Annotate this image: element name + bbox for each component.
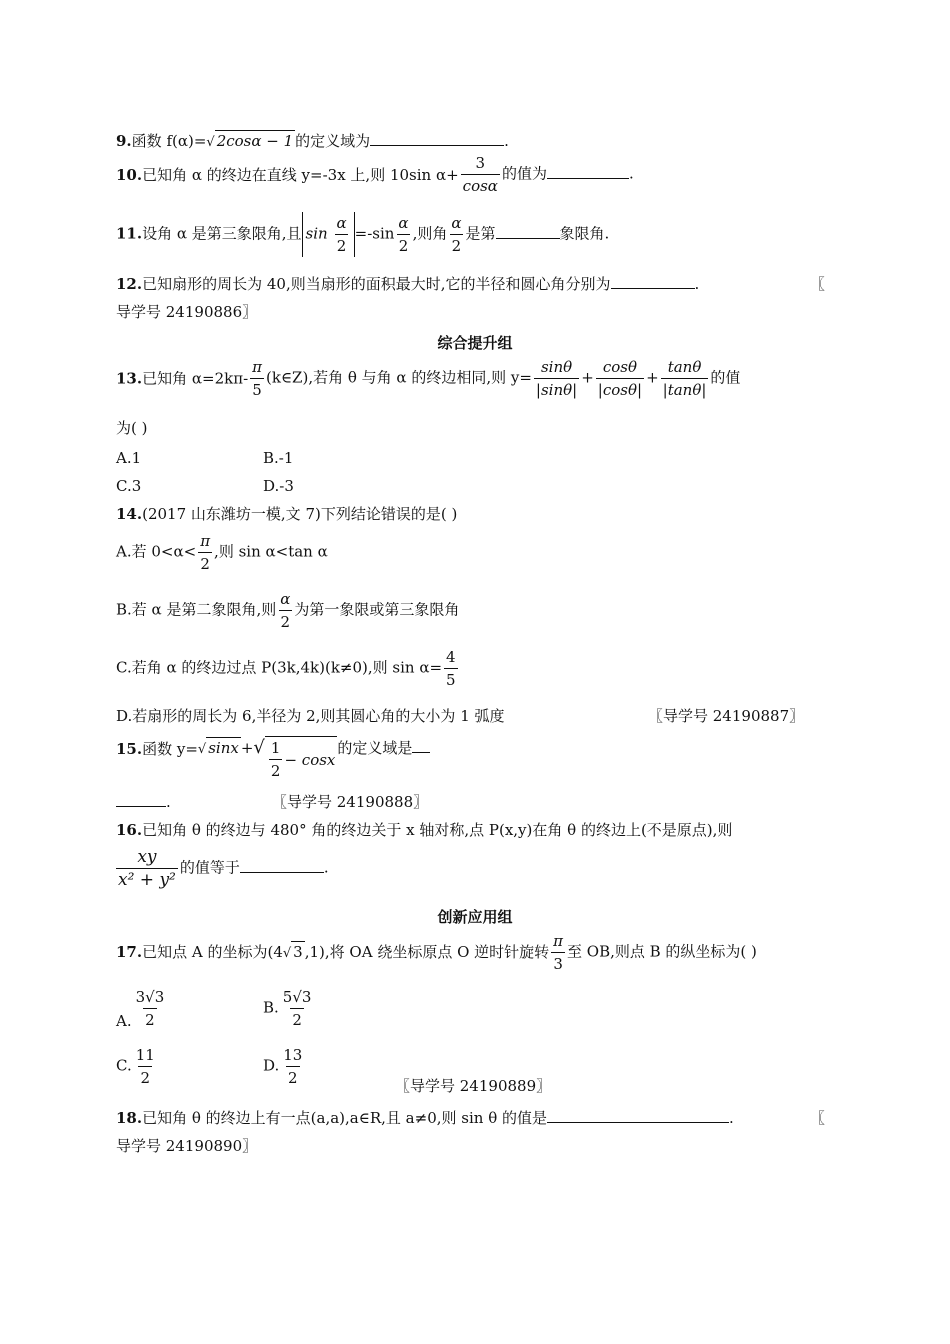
q11-text-c: ,则角 <box>412 224 448 243</box>
q11-abs-sin: sin <box>305 224 328 243</box>
q15-answer-blank-2[interactable] <box>116 792 166 807</box>
q16-number: 16. <box>116 821 143 839</box>
q17-opt-c-label: C. <box>116 1056 132 1075</box>
q17-option-b[interactable] <box>263 986 315 1031</box>
q13-option-d[interactable]: D.-3 <box>263 477 294 495</box>
q14-c-num: 4 <box>446 648 456 666</box>
q17-opt-d-den: 2 <box>286 1066 300 1089</box>
q17-guide-number: 〖导学号 24190889〗 <box>395 1077 552 1095</box>
q14-b-den: 2 <box>279 610 293 633</box>
section-heading-innovation: 创新应用组 <box>437 908 513 926</box>
q13-term-2 <box>596 356 644 401</box>
q17-opt-c-num: 11 <box>135 1046 155 1064</box>
q14-text: (2017 山东潍坊一模,文 7)下列结论错误的是( ) <box>142 505 458 523</box>
q9-text-a: 函数 f(α)= <box>131 132 207 150</box>
q18-ref-bracket: 〖 <box>810 1109 826 1127</box>
question-14 <box>116 504 457 524</box>
q11-frac-den: 2 <box>397 234 411 257</box>
q11-text-a: 设角 α 是第三象限角,且 <box>142 224 302 243</box>
q15-inner-den: 2 <box>269 759 283 782</box>
q12-number: 12. <box>116 275 143 293</box>
q16-text: 已知角 θ 的终边与 480° 角的终边关于 x 轴对称,点 P(x,y)在角 θ 的终边上(不是原点),则 <box>142 821 733 839</box>
q10-frac-num: 3 <box>475 154 486 172</box>
q15-inner-tail: − cosx <box>284 750 336 769</box>
q12-text: 已知扇形的周长为 40,则当扇形的面积最大时,它的半径和圆心角分别为 <box>142 275 611 293</box>
q18-end: . <box>729 1109 734 1127</box>
q14-a-num: π <box>200 532 211 550</box>
q10-frac-den: cosα <box>461 174 500 197</box>
q14-a-text: A.若 0<α< <box>116 542 197 561</box>
q14-option-b[interactable] <box>116 588 459 633</box>
q13-t1-den: |sinθ| <box>534 378 579 401</box>
q15-sqrt-2 <box>265 736 337 782</box>
q18-answer-blank[interactable] <box>547 1108 729 1123</box>
q12-end: . <box>694 275 700 293</box>
q13-text-a: 已知角 α=2kπ- <box>142 369 249 388</box>
question-9: 9.函数 f(α)=√ 2cosα − 1 的定义域为 . <box>116 132 509 150</box>
q17-opt-d-frac <box>281 1044 304 1089</box>
q13-t3-num: tanθ <box>667 358 702 376</box>
q17-opt-a-label: A. <box>116 1012 132 1030</box>
q11-number: 11. <box>116 224 143 243</box>
q14-a-fraction <box>198 530 212 575</box>
q13-text-c: 的值 <box>710 368 741 387</box>
q14-a-den: 2 <box>198 552 212 575</box>
q17-opt-d-label: D. <box>263 1056 280 1075</box>
q16-end: . <box>323 858 329 877</box>
q13-text-d: 为( ) <box>116 419 148 437</box>
q13-frac-den: 5 <box>250 378 264 401</box>
q10-end: . <box>628 164 634 183</box>
q13-fraction <box>250 356 264 401</box>
q12-guide-number: 导学号 24190886〗 <box>116 303 258 321</box>
q12-answer-blank[interactable] <box>611 274 695 289</box>
q13-t3-den: |tanθ| <box>661 378 709 401</box>
q16-line-2 <box>116 846 329 891</box>
question-15: 15.函数 y=√ sinx +√ $\frac{1}{2}$ − cosx 的定义域是 <box>116 736 430 782</box>
q16-fraction <box>116 846 178 891</box>
q11-abs-num: α <box>336 214 347 232</box>
q17-frac-num: π <box>553 932 564 950</box>
q15-plus: + <box>240 739 254 757</box>
q11-frac-num: α <box>398 214 409 232</box>
question-11 <box>116 212 609 257</box>
q14-option-c[interactable] <box>116 646 460 691</box>
section-heading-comprehensive: 综合提升组 <box>437 334 513 352</box>
q11-abs-den: 2 <box>335 234 349 257</box>
q17-opt-a-den: 2 <box>143 1008 157 1031</box>
q17-option-a[interactable] <box>116 986 168 1031</box>
q17-opt-a-num: 3√3 <box>135 988 165 1006</box>
q16-frac-den: x² + y² <box>118 870 176 890</box>
q11-text-e: 象限角. <box>559 224 610 243</box>
q17-opt-c-frac <box>134 1044 157 1089</box>
q11-fraction <box>396 212 410 257</box>
q12-ref-bracket: 〖 <box>810 275 826 293</box>
q14-c-den: 5 <box>444 668 458 691</box>
q16-text-b: 的值等于 <box>179 858 240 877</box>
q16-frac-num: xy <box>137 847 157 867</box>
q13-text-b: (k∈Z),若角 θ 与角 α 的终边相同,则 y= <box>266 368 532 387</box>
q15-text-b: 的定义域是 <box>337 739 413 757</box>
q18-number: 18. <box>116 1109 143 1127</box>
q13-t2-num: cosθ <box>602 358 637 376</box>
q13-plus-2: + <box>646 368 659 387</box>
q15-number: 15. <box>116 740 143 758</box>
q15-end: . <box>166 793 171 811</box>
q14-b-num: α <box>280 590 291 608</box>
q14-number: 14. <box>116 505 143 523</box>
q17-sqrt: 3 <box>293 943 303 961</box>
q9-number: 9. <box>116 132 132 150</box>
q17-number: 17. <box>116 943 143 961</box>
q13-plus-1: + <box>581 368 594 387</box>
q15-answer-blank-1[interactable] <box>412 738 430 753</box>
question-10 <box>116 152 634 197</box>
q17-opt-b-den: 2 <box>290 1008 304 1031</box>
q18-text: 已知角 θ 的终边上有一点(a,a),a∈R,且 a≠0,则 sin θ 的值是 <box>142 1109 547 1127</box>
q15-sqrt-1: sinx <box>208 739 239 757</box>
question-16 <box>116 820 732 840</box>
q14-c-text: C.若角 α 的终边过点 P(3k,4k)(k≠0),则 sin α= <box>116 658 443 677</box>
q13-option-b[interactable]: B.-1 <box>263 449 294 467</box>
q17-text-c: 至 OB,则点 B 的纵坐标为( ) <box>567 942 757 961</box>
q10-text-a: 已知角 α 的终边在直线 y=-3x 上,则 10sin α+ <box>142 165 459 184</box>
q11-fraction-2 <box>449 212 463 257</box>
q17-opt-a-frac <box>134 986 167 1031</box>
question-13 <box>116 356 740 401</box>
q15-line-2 <box>116 792 171 812</box>
q14-guide-number: 〖导学号 24190887〗 <box>648 707 805 725</box>
q17-opt-b-label: B. <box>263 998 279 1017</box>
q13-t1-num: sinθ <box>540 358 573 376</box>
q14-b-fraction <box>278 588 292 633</box>
q11-frac2-num: α <box>451 214 462 232</box>
q17-option-d[interactable] <box>263 1044 306 1089</box>
q11-abs <box>302 212 355 257</box>
q11-answer-blank[interactable] <box>496 224 560 239</box>
q13-option-a[interactable]: A.1 <box>116 449 142 467</box>
q9-sqrt: 2cosα − 1 <box>216 132 294 150</box>
q15-guide-number: 〖导学号 24190888〗 <box>272 793 429 811</box>
q10-number: 10. <box>116 165 143 184</box>
q17-opt-d-num: 13 <box>283 1046 303 1064</box>
q14-option-d[interactable]: D.若扇形的周长为 6,半径为 2,则其圆心角的大小为 1 弧度 <box>116 707 505 725</box>
question-12 <box>116 274 699 294</box>
q9-text-b: 的定义域为 <box>295 132 371 150</box>
q9-answer-blank[interactable] <box>370 131 504 146</box>
q17-text-b: ,1),将 OA 绕坐标原点 O 逆时针旋转 <box>304 943 550 961</box>
q14-b-text: B.若 α 是第二象限角,则 <box>116 600 277 619</box>
q10-answer-blank[interactable] <box>547 164 629 179</box>
question-17: 17.已知点 A 的坐标为(4√ 3 ,1),将 OA 绕坐标原点 O 逆时针旋转 $\frac{\pi}{3}$ 至 OB,则点 B 的纵坐标为( ) <box>116 932 757 973</box>
q13-frac-num: π <box>252 358 262 376</box>
q11-frac2-den: 2 <box>450 234 464 257</box>
q13-option-c[interactable]: C.3 <box>116 477 142 495</box>
q14-option-a[interactable] <box>116 530 328 575</box>
q13-term-3 <box>661 356 709 401</box>
q18-guide-number: 导学号 24190890〗 <box>116 1137 258 1155</box>
q17-opt-c-den: 2 <box>138 1066 152 1089</box>
q10-text-b: 的值为 <box>501 164 547 183</box>
q17-option-c[interactable] <box>116 1044 159 1089</box>
q10-fraction <box>461 152 500 197</box>
q17-text-a: 已知点 A 的坐标为(4 <box>142 943 283 961</box>
q17-opt-b-frac <box>281 986 314 1031</box>
question-18 <box>116 1108 734 1128</box>
q15-text-a: 函数 y= <box>142 740 198 758</box>
q13-number: 13. <box>116 369 143 388</box>
q17-frac-den: 3 <box>551 952 565 975</box>
q13-t2-den: |cosθ| <box>596 378 644 401</box>
q11-text-d: 是第 <box>465 224 496 243</box>
q15-inner-num: 1 <box>270 739 281 757</box>
q11-text-b: =-sin <box>354 224 395 243</box>
q16-answer-blank[interactable] <box>240 858 324 873</box>
q9-end: . <box>504 132 509 150</box>
q14-c-fraction <box>444 646 458 691</box>
q17-fraction <box>551 930 565 975</box>
q14-b-tail: 为第一象限或第三象限角 <box>294 600 460 619</box>
q17-opt-b-num: 5√3 <box>282 988 312 1006</box>
q14-a-tail: ,则 sin α<tan α <box>214 542 328 561</box>
q13-term-1 <box>534 356 579 401</box>
